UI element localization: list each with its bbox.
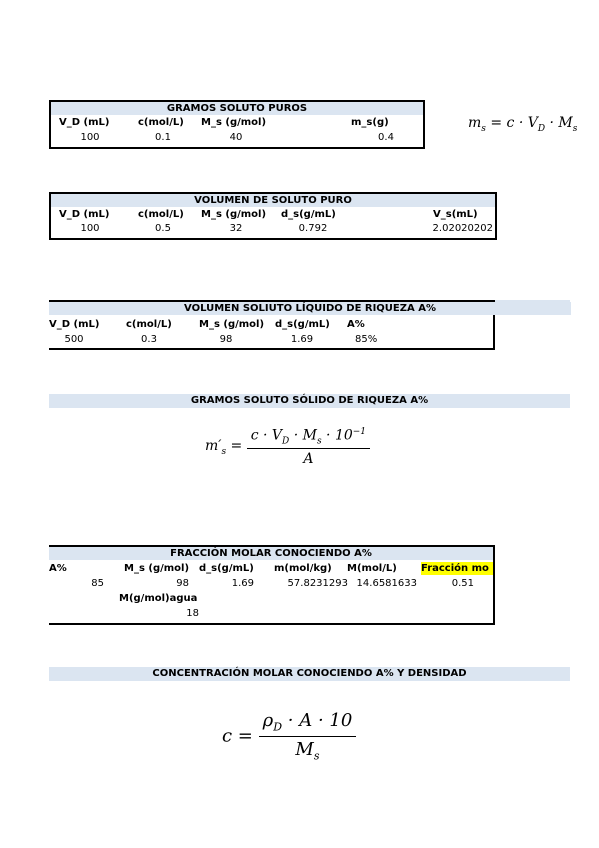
cell-a: 85 — [91, 578, 104, 589]
cell-m: 57.8231293 — [287, 578, 348, 589]
header-ms: M_s (g/mol) — [199, 319, 265, 330]
table-title: VOLUMEN SOLIUTO LÍQUIDO DE RIQUEZA A% — [49, 302, 571, 315]
header-c: c(mol/L) — [126, 319, 172, 330]
cell-ms: 98 — [219, 334, 233, 345]
formula-ms: $m_s = c \cdot V_D \cdot M_s$ — [468, 115, 578, 134]
cell-vd: 100 — [80, 223, 100, 234]
cell-ds: 0.792 — [298, 223, 328, 234]
cell-c: 0.5 — [155, 223, 171, 234]
table-gramos-soluto-puros — [49, 100, 425, 149]
cell-fraccion: 0.51 — [451, 578, 474, 589]
table-volumen-riqueza — [49, 300, 495, 350]
cell-M: 14.6581633 — [356, 578, 417, 589]
header-ds: d_s(g/mL) — [281, 209, 336, 220]
header-vd: V_D (mL) — [59, 209, 110, 220]
cell-c: 0.1 — [155, 132, 171, 143]
formula-ms-prime: $m'_s$ = $\frac{c \cdot V_D \cdot M_s \cdot 10^{-1}}{A}$ — [205, 427, 370, 467]
table-volumen-soluto-puro — [49, 192, 497, 240]
cell-ms: 98 — [176, 578, 189, 589]
cell-a: 85% — [355, 334, 378, 345]
cell-vd: 100 — [80, 132, 100, 143]
header-ms: M_s (g/mol) — [201, 209, 267, 220]
header-M: M(mol/L) — [347, 563, 397, 574]
cell-vd: 500 — [64, 334, 84, 345]
header-c: c(mol/L) — [138, 209, 184, 220]
header-c: c(mol/L) — [138, 117, 184, 128]
table-title: GRAMOS SOLUTO PUROS — [51, 102, 423, 115]
cell-ds: 1.69 — [231, 578, 254, 589]
header-m: m(mol/kg) — [274, 563, 332, 574]
section-title-concentracion: CONCENTRACIÓN MOLAR CONOCIENDO A% Y DENSIDAD — [49, 667, 570, 681]
header-fraccion: Fracción mo — [421, 562, 493, 575]
table-title: VOLUMEN DE SOLUTO PURO — [51, 194, 495, 207]
cell-ms: 32 — [229, 223, 243, 234]
section-title-gramos-riqueza: GRAMOS SOLUTO SÓLIDO DE RIQUEZA A% — [49, 394, 570, 408]
header-ds: d_s(g/mL) — [275, 319, 330, 330]
cell-m: 0.4 — [378, 132, 394, 143]
header-agua: M(g/mol)agua — [119, 593, 198, 604]
cell-agua: 18 — [186, 608, 199, 619]
header-ms: M_s (g/mol) — [201, 117, 267, 128]
table-title: FRACCIÓN MOLAR CONOCIENDO A% — [49, 547, 493, 560]
header-ds: d_s(g/mL) — [199, 563, 254, 574]
cell-v: 2.02020202 — [432, 223, 493, 234]
cell-ms: 40 — [229, 132, 243, 143]
header-v: V_s(mL) — [433, 209, 478, 220]
formula-c: c = $\frac{\rho_D \cdot A \cdot 10}{M_s}$ — [222, 710, 356, 762]
cell-c: 0.3 — [141, 334, 157, 345]
header-vd: V_D (mL) — [49, 319, 100, 330]
header-ms: M_s (g/mol) — [124, 563, 190, 574]
header-a: A% — [347, 319, 365, 330]
header-m: m_s(g) — [351, 117, 389, 128]
header-vd: V_D (mL) — [59, 117, 110, 128]
table-fraccion-molar — [49, 545, 495, 625]
header-a: A% — [49, 563, 67, 574]
cell-ds: 1.69 — [290, 334, 314, 345]
